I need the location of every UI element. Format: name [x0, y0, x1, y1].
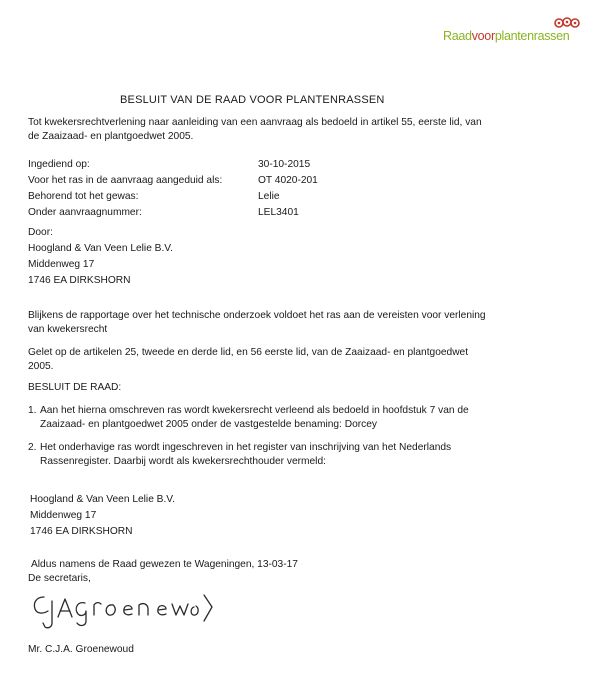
item-2-number: 2. — [28, 442, 37, 453]
signatory-name: Mr. C.J.A. Groenewoud — [28, 644, 134, 655]
detail-label-aanvraagnummer: Onder aanvraagnummer: — [28, 207, 142, 218]
detail-value-gewas: Lelie — [258, 191, 280, 202]
item-1-line-2: Zaaizaad- en plantgoedwet 2005 onder de vastgestelde benaming: Dorcey — [40, 419, 377, 430]
logo-part-plantenrassen: plantenrassen — [494, 29, 570, 43]
door-label: Door: — [28, 227, 53, 238]
item-2-line-2: Rassenregister. Daarbij wordt als kwekersrechthouder vermeld: — [40, 456, 326, 467]
logo-part-voor: voor — [471, 29, 495, 43]
detail-value-aanvraagnummer: LEL3401 — [258, 207, 299, 218]
detail-label-ras: Voor het ras in de aanvraag aangeduid als: — [28, 175, 223, 186]
logo-part-raad: Raad — [443, 29, 472, 43]
closing-line-2: De secretaris, — [28, 573, 91, 584]
gelet-line-2: 2005. — [28, 361, 54, 372]
item-1-line-1: Aan het hierna omschreven ras wordt kwekersrecht verleend als bedoeld in hoofdstuk 7 van de — [40, 405, 469, 416]
closing-line-1: Aldus namens de Raad gewezen te Wageningen, 13-03-17 — [31, 559, 298, 570]
handwritten-signature — [28, 589, 218, 634]
holder-name: Hoogland & Van Veen Lelie B.V. — [30, 494, 175, 505]
item-1-number: 1. — [28, 405, 37, 416]
item-2-line-1: Het onderhavige ras wordt ingeschreven in het register van inschrijving van het Nederlands — [40, 442, 452, 453]
rapportage-line-2: van kwekersrecht — [28, 324, 108, 335]
applicant-street: Middenweg 17 — [28, 259, 95, 270]
applicant-name: Hoogland & Van Veen Lelie B.V. — [28, 243, 173, 254]
holder-street: Middenweg 17 — [30, 510, 97, 521]
flowers-icon — [553, 16, 589, 30]
detail-value-ingediend: 30-10-2015 — [258, 159, 311, 170]
gelet-line-1: Gelet op de artikelen 25, tweede en derde lid, en 56 eerste lid, van de Zaaizaad- en plantgoedwet — [28, 347, 469, 358]
rapportage-line-1: Blijkens de rapportage over het technische onderzoek voldoet het ras aan de vereisten voor verlening — [28, 310, 486, 321]
holder-city: 1746 EA DIRKSHORN — [30, 526, 133, 537]
besluit-label: BESLUIT DE RAAD: — [28, 382, 122, 393]
intro-line-1: Tot kwekersrechtverlening naar aanleiding van een aanvraag als bedoeld in artikel 55, eerste lid, van — [28, 117, 482, 128]
raad-voor-plantenrassen-logo — [443, 16, 588, 50]
intro-line-2: de Zaaizaad- en plantgoedwet 2005. — [28, 131, 194, 142]
applicant-city: 1746 EA DIRKSHORN — [28, 275, 131, 286]
detail-value-ras: OT 4020-201 — [258, 175, 318, 186]
detail-label-gewas: Behorend tot het gewas: — [28, 191, 139, 202]
logo-wordmark — [443, 29, 569, 43]
detail-label-ingediend: Ingediend op: — [28, 159, 90, 170]
document-title: BESLUIT VAN DE RAAD VOOR PLANTENRASSEN — [120, 94, 385, 106]
